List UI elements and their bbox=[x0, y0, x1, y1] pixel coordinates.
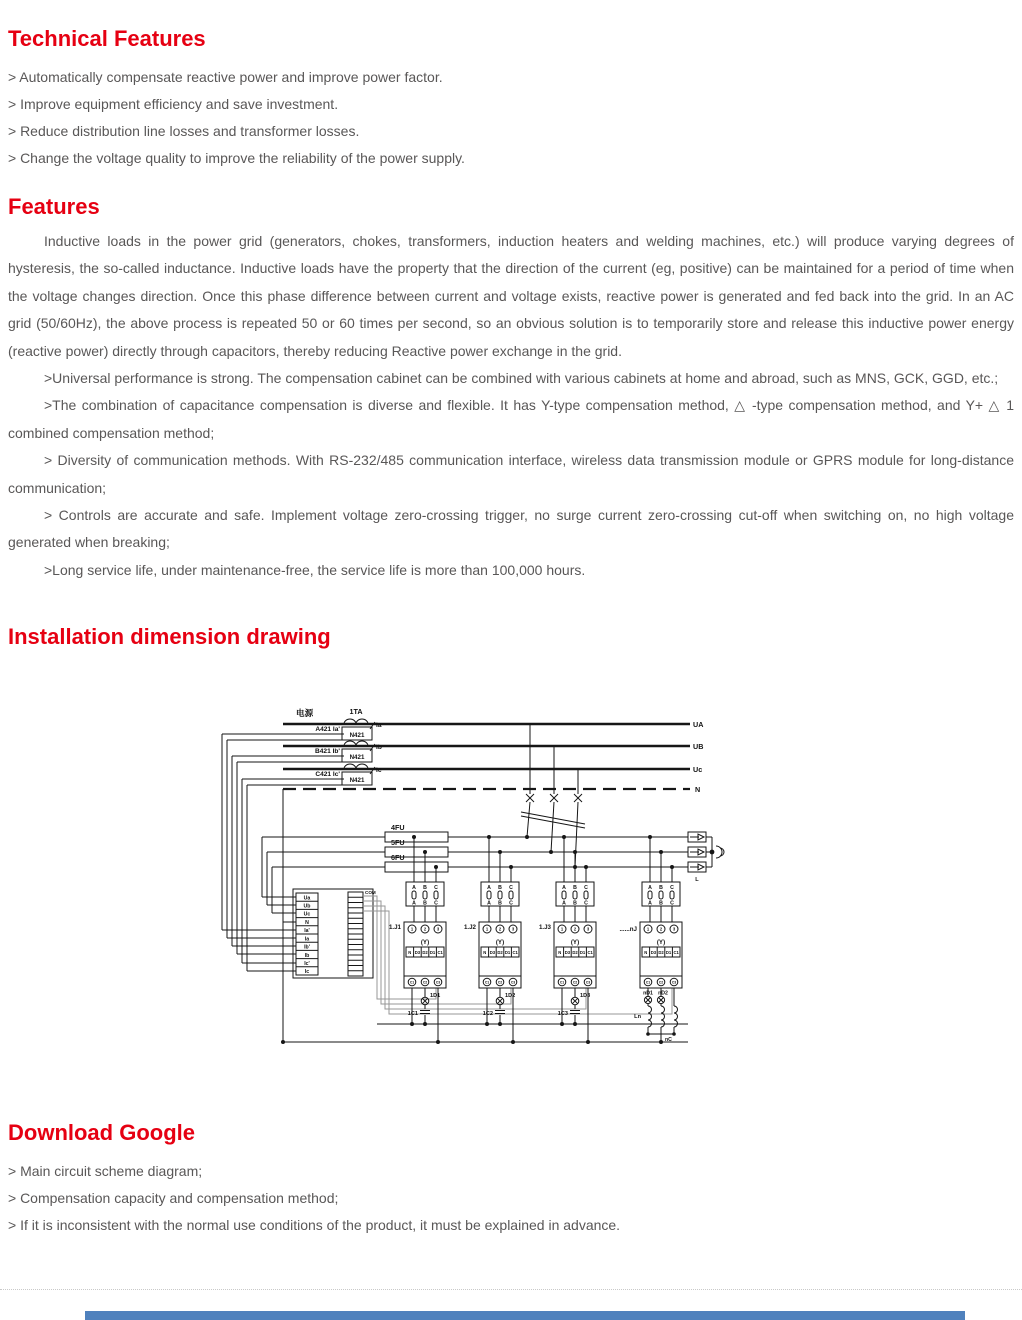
download-list bbox=[8, 1158, 1022, 1239]
lamp-label: nD1 bbox=[643, 990, 653, 997]
power-source-label: 电源 bbox=[296, 708, 314, 719]
branch-letter: B bbox=[423, 900, 427, 907]
branch-letter: C bbox=[434, 900, 438, 907]
discharge-lamp-label: 1D3 bbox=[580, 993, 591, 1000]
circuit-schematic bbox=[0, 654, 1022, 1106]
module-terminal: 3 bbox=[436, 926, 440, 932]
controller-terminal: Uc bbox=[303, 911, 311, 918]
phase-c-label: Uc bbox=[693, 765, 703, 775]
branch-letter: A bbox=[562, 900, 566, 907]
ctl-cell: D2 bbox=[497, 950, 503, 956]
lamp-label: nD2 bbox=[658, 990, 668, 997]
branch-group-n bbox=[619, 835, 682, 1044]
ct-name: N421 bbox=[349, 732, 365, 740]
module-terminal: 2 bbox=[573, 926, 577, 932]
discharge-lamp-label: 1D2 bbox=[505, 993, 516, 1000]
branch-letter: C bbox=[509, 885, 513, 892]
controller-terminal: Ib' bbox=[304, 944, 310, 951]
fuse-label: 4FU bbox=[391, 823, 405, 833]
star-connection-label: (Y) bbox=[656, 939, 666, 947]
branch-letter: A bbox=[487, 885, 491, 892]
controller-box bbox=[293, 889, 376, 978]
ctl-cell: D3 bbox=[564, 950, 571, 956]
neutral-label: N bbox=[695, 785, 701, 795]
bottom-blue-bar bbox=[85, 1311, 965, 1320]
module-terminal: C1 bbox=[559, 980, 565, 985]
list-item: > If it is inconsistent with the normal use conditions of the product, it must be explained in advance. bbox=[8, 1217, 621, 1234]
paragraph: Inductive loads in the power grid (generators, chokes, transformers, induction heaters and welding machines, etc.) will produce varying degrees of hysteresis, the so-called inductance. Inductive loads have the property that the direction of the current (eg, positive) can be maintained for a period of time when the voltage changes direction. Once this phase difference between current and voltage exists, reactive power is generated and fed back into the grid. In an AC grid (50/60Hz), the above process is repeated 50 or 60 times per second, so an obvious solution is to temporarily store and release this inductive power energy (reactive power) directly through capacitors, thereby reducing Reactive power exchange in the grid. bbox=[8, 233, 1014, 359]
controller-terminal: Ub bbox=[303, 903, 311, 910]
arrester-label: L bbox=[695, 877, 699, 884]
technical-features-list bbox=[8, 64, 1022, 172]
com-label: COM bbox=[365, 890, 376, 896]
ctl-cell: N bbox=[558, 950, 562, 956]
ctl-cell: D1 bbox=[504, 950, 511, 956]
list-item: > Compensation capacity and compensation method; bbox=[8, 1190, 339, 1207]
module-terminal: 1 bbox=[485, 926, 489, 932]
branch-group-3 bbox=[539, 835, 596, 1044]
branch-letter: C bbox=[584, 900, 588, 907]
list-item: > Automatically compensate reactive power and improve power factor. bbox=[8, 69, 443, 85]
capacitor-label: 1C1 bbox=[407, 1011, 418, 1018]
controller-terminal: Ib bbox=[304, 953, 310, 960]
module-terminal: C3 bbox=[671, 980, 677, 985]
branch-letter: C bbox=[509, 900, 513, 907]
phase-b-label: UB bbox=[693, 742, 704, 752]
list-item: > Change the voltage quality to improve the reliability of the power supply. bbox=[8, 150, 465, 166]
ctl-cell: D3 bbox=[489, 950, 496, 956]
controller-terminal: Ia' bbox=[304, 928, 310, 935]
branch-letter: A bbox=[562, 885, 566, 892]
controller-terminal: Ia bbox=[304, 936, 310, 943]
module-terminal: C2 bbox=[572, 980, 578, 985]
module-terminal: C1 bbox=[645, 980, 651, 985]
branch-letter: A bbox=[412, 885, 416, 892]
module-terminal: C3 bbox=[510, 980, 516, 985]
branch-letter: B bbox=[423, 885, 427, 892]
ct-primary-label: A421 Ia' bbox=[315, 726, 340, 734]
fused-bus bbox=[262, 823, 688, 872]
module-terminal: 2 bbox=[498, 926, 502, 932]
paragraph: >The combination of capacitance compensation is diverse and flexible. It has Y-type compensation method, △ -type compensation method, and Y+ △ 1 combined compensation method; bbox=[8, 397, 1015, 441]
module-terminal: 2 bbox=[423, 926, 427, 932]
controller-terminal: Ic' bbox=[304, 961, 310, 968]
download-title: Download Google bbox=[8, 1120, 195, 1146]
ctl-cell: D2 bbox=[572, 950, 578, 956]
module-terminal: 1 bbox=[646, 926, 650, 932]
ctl-cell: D1 bbox=[579, 950, 586, 956]
dotted-divider bbox=[0, 1289, 1022, 1290]
branch-letter: B bbox=[498, 900, 502, 907]
branch-group-2 bbox=[464, 835, 521, 1044]
module-dots-label: ......nJ bbox=[619, 926, 637, 934]
module-terminal: C2 bbox=[658, 980, 664, 985]
branch-letter: A bbox=[412, 900, 416, 907]
controller-terminal: N bbox=[305, 920, 309, 927]
controller-terminal: Ua bbox=[303, 895, 311, 902]
module-name: 1.J3 bbox=[538, 924, 551, 932]
module-terminal: C2 bbox=[497, 980, 503, 985]
features-title: Features bbox=[8, 194, 100, 219]
branch-letter: A bbox=[648, 885, 652, 892]
list-item: > Reduce distribution line losses and transformer losses. bbox=[8, 123, 360, 139]
phase-a-label: UA bbox=[693, 720, 704, 730]
module-name: 1.J1 bbox=[388, 924, 401, 932]
star-connection-label: (Y) bbox=[570, 939, 580, 947]
ct-primary-label: B421 Ib' bbox=[314, 748, 340, 756]
branch-letter: A bbox=[487, 900, 491, 907]
module-terminal: 3 bbox=[586, 926, 590, 932]
branch-letter: B bbox=[498, 885, 502, 892]
ct-secondary-label: Ib bbox=[376, 744, 382, 752]
ct-name: N421 bbox=[349, 754, 365, 762]
module-terminal: C2 bbox=[422, 980, 428, 985]
arrester-group bbox=[688, 832, 724, 883]
branch-letter: C bbox=[584, 885, 588, 892]
list-item: > Improve equipment efficiency and save investment. bbox=[8, 96, 339, 112]
module-terminal: 3 bbox=[511, 926, 515, 932]
list-item: > Main circuit scheme diagram; bbox=[8, 1163, 203, 1180]
fuse-label: 6FU bbox=[391, 853, 405, 863]
branch-letter: B bbox=[659, 900, 663, 907]
module-terminal: C1 bbox=[484, 980, 490, 985]
module-terminal: 3 bbox=[672, 926, 676, 932]
ctl-cell: D3 bbox=[650, 950, 657, 956]
branch-letter: B bbox=[573, 885, 577, 892]
paragraph: > Controls are accurate and safe. Implement voltage zero-crossing trigger, no surge current zero-crossing cut-off when switching on, no high voltage generated when breaking; bbox=[8, 507, 1014, 551]
star-connection-label: (Y) bbox=[495, 939, 505, 947]
ctl-cell: C1 bbox=[437, 950, 443, 956]
star-connection-label: (Y) bbox=[420, 939, 430, 947]
technical-features-title: Technical Features bbox=[8, 26, 206, 51]
fuse-label: 5FU bbox=[391, 838, 405, 848]
module-terminal: C3 bbox=[435, 980, 441, 985]
ctl-cell: C1 bbox=[673, 950, 679, 956]
ctl-cell: D2 bbox=[658, 950, 664, 956]
module-terminal: C1 bbox=[409, 980, 415, 985]
module-terminal: 1 bbox=[560, 926, 564, 932]
ctl-cell: D1 bbox=[429, 950, 436, 956]
installation-diagram bbox=[0, 654, 1022, 1106]
ct-primary-label: C421 Ic' bbox=[315, 771, 340, 779]
discharge-lamp-label: 1D1 bbox=[430, 993, 441, 1000]
ctl-cell: C1 bbox=[587, 950, 593, 956]
controller-terminal: Ic bbox=[304, 969, 310, 976]
features-paragraphs bbox=[8, 228, 1014, 584]
ctl-cell: D2 bbox=[422, 950, 428, 956]
ctl-cell: N bbox=[408, 950, 412, 956]
sampling-wires bbox=[222, 734, 352, 1042]
ctl-cell: D3 bbox=[414, 950, 421, 956]
module-terminal: C3 bbox=[585, 980, 591, 985]
ct-name: N421 bbox=[349, 777, 365, 785]
paragraph: >Long service life, under maintenance-free, the service life is more than 100,000 hours. bbox=[44, 561, 586, 578]
ctl-cell: D1 bbox=[665, 950, 672, 956]
branch-letter: C bbox=[670, 885, 674, 892]
ct-group-label: 1TA bbox=[349, 707, 363, 717]
branch-letter: B bbox=[659, 885, 663, 892]
module-terminal: 2 bbox=[659, 926, 663, 932]
bottom-bus bbox=[281, 1024, 688, 1044]
ctl-cell: N bbox=[644, 950, 648, 956]
branch-letter: C bbox=[434, 885, 438, 892]
module-terminal: 1 bbox=[410, 926, 414, 932]
branch-letter: B bbox=[573, 900, 577, 907]
capacitor-label: 1C3 bbox=[557, 1011, 568, 1018]
inductor-label: Ln bbox=[634, 1014, 641, 1021]
capacitor-bank-label: nC bbox=[665, 1037, 672, 1044]
branch-letter: C bbox=[670, 900, 674, 907]
paragraph: > Diversity of communication methods. With RS-232/485 communication interface, wireless data transmission module or GPRS module for long-distance communication; bbox=[8, 452, 1014, 496]
ctl-cell: C1 bbox=[512, 950, 518, 956]
capacitor-label: 1C2 bbox=[482, 1011, 493, 1018]
module-name: 1.J2 bbox=[463, 924, 476, 932]
installation-title: Installation dimension drawing bbox=[8, 624, 331, 650]
paragraph: >Universal performance is strong. The compensation cabinet can be combined with various cabinets at home and abroad, such as MNS, GCK, GGD, etc.; bbox=[44, 370, 999, 387]
ct-secondary-label: Ic bbox=[376, 767, 382, 775]
branch-letter: A bbox=[648, 900, 652, 907]
ct-secondary-label: Ia bbox=[376, 722, 382, 730]
ctl-cell: N bbox=[483, 950, 487, 956]
